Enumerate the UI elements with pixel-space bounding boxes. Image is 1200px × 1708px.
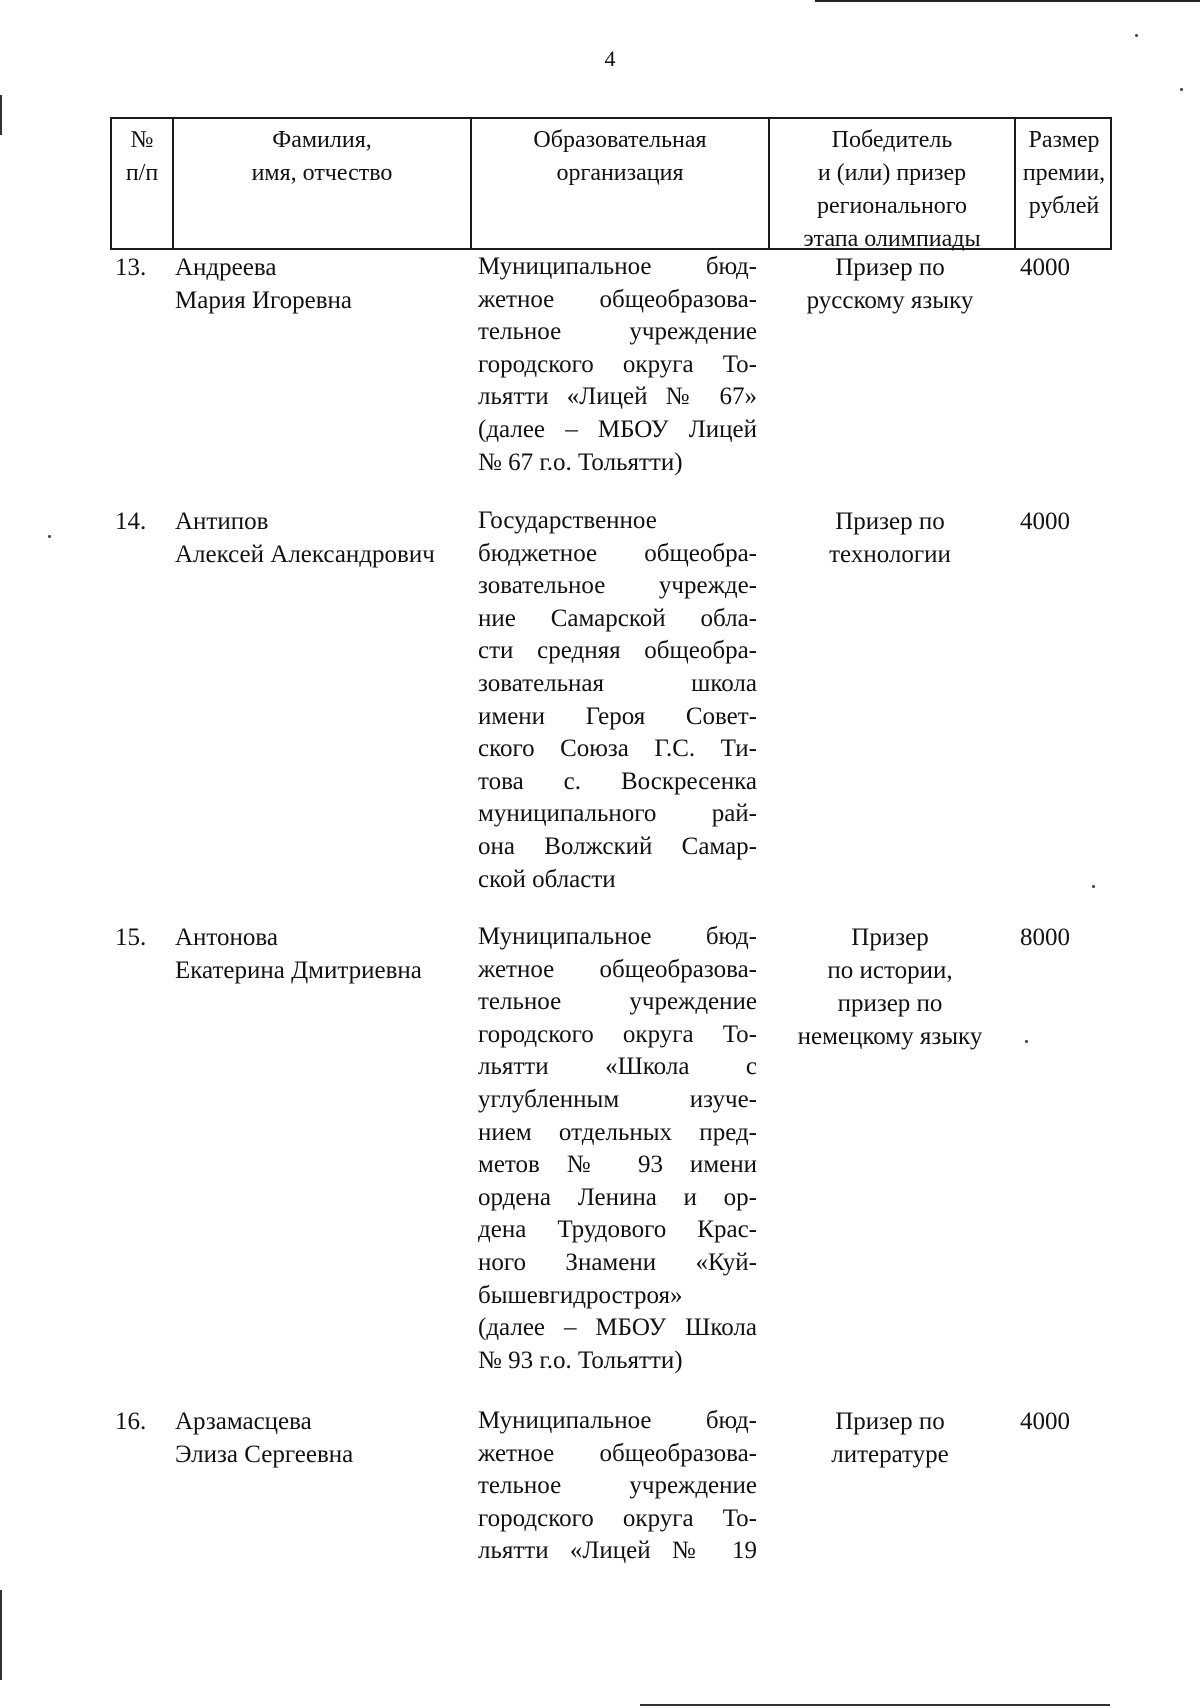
organization-line: (далее – МБОУ Лицей bbox=[478, 415, 757, 443]
award: Призер по литературе bbox=[831, 1408, 949, 1468]
organization-line: жетное общеобразова- bbox=[478, 955, 757, 983]
organization bbox=[478, 505, 757, 896]
prize-amount: 4000 bbox=[1020, 254, 1070, 281]
organization-line: тельное учреждение bbox=[478, 1472, 757, 1500]
organization-line: имени Героя Совет- bbox=[478, 702, 757, 730]
organization-line: Муниципальное бюд- bbox=[478, 253, 757, 280]
organization bbox=[478, 251, 757, 479]
scan-left-edge-mark bbox=[0, 95, 2, 135]
organization-line: Муниципальное бюд- bbox=[478, 1407, 757, 1434]
organization-line: бышевгидростроя» bbox=[478, 1281, 683, 1309]
scan-speck bbox=[48, 535, 51, 538]
scan-bottom-edge-line bbox=[640, 1704, 1110, 1706]
student-name: Антонова Екатерина Дмитриевна bbox=[175, 924, 422, 984]
organization-line: ние Самарской обла- bbox=[478, 604, 757, 632]
row-number: 14. bbox=[115, 508, 147, 535]
organization-line: городского округа То- bbox=[478, 1504, 757, 1532]
header-award: Победитель и (или) призер регионального этапа олимпиады bbox=[803, 127, 981, 252]
student-name: Антипов Алексей Александрович bbox=[175, 508, 435, 568]
organization-line: тельное учреждение bbox=[478, 318, 757, 346]
prize-amount: 4000 bbox=[1020, 508, 1070, 535]
header-name: Фамилия, имя, отчество bbox=[251, 127, 393, 186]
organization-line: льятти «Школа с bbox=[478, 1053, 757, 1081]
scan-speck bbox=[1025, 1040, 1028, 1043]
organization-line: ского Союза Г.С. Ти- bbox=[478, 735, 757, 763]
student-name: Арзамасцева Элиза Сергеевна bbox=[175, 1408, 354, 1468]
organization-line: ской области bbox=[478, 865, 616, 893]
organization-line: № 67 г.о. Тольятти) bbox=[478, 448, 683, 476]
page-number: 4 bbox=[604, 46, 616, 71]
organization-line: метов № 93 имени bbox=[478, 1151, 757, 1179]
organization-line: нием отдельных пред- bbox=[478, 1118, 757, 1146]
award: Призер по русскому языку bbox=[806, 254, 974, 314]
header-num: № п/п bbox=[125, 127, 159, 186]
scan-speck bbox=[1092, 885, 1095, 888]
organization-line: городского округа То- bbox=[478, 1020, 757, 1048]
organization-line: (далее – МБОУ Школа bbox=[478, 1314, 757, 1342]
organization bbox=[478, 1405, 757, 1568]
prize-amount: 4000 bbox=[1020, 1408, 1070, 1435]
organization-line: городского округа То- bbox=[478, 350, 757, 378]
row-number: 13. bbox=[115, 254, 147, 281]
organization-line: сти средняя общеобра- bbox=[478, 637, 757, 665]
organization-line: ордена Ленина и ор- bbox=[478, 1183, 757, 1211]
organization-line: зовательное учрежде- bbox=[478, 572, 757, 600]
organization-line: льятти «Лицей № 19 bbox=[478, 1537, 757, 1565]
organization-line: зовательная школа bbox=[478, 669, 757, 697]
student-name: Андреева Мария Игоревна bbox=[175, 254, 353, 314]
organization bbox=[478, 921, 757, 1377]
organization-line: № 93 г.о. Тольятти) bbox=[478, 1346, 683, 1374]
scan-speck bbox=[1180, 88, 1183, 91]
header-prize: Размер премии, рублей bbox=[1022, 127, 1106, 219]
organization-line: жетное общеобразова- bbox=[478, 285, 757, 313]
organization-line: бюджетное общеобра- bbox=[478, 539, 757, 567]
scan-left-edge-mark bbox=[0, 1590, 2, 1680]
scan-top-edge-line bbox=[815, 0, 1200, 2]
organization-line: жетное общеобразова- bbox=[478, 1439, 757, 1467]
organization-line: она Волжский Самар- bbox=[478, 832, 757, 860]
row-number: 15. bbox=[115, 924, 147, 951]
row-number: 16. bbox=[115, 1408, 147, 1435]
organization-line: това с. Воскресенка bbox=[478, 767, 757, 795]
organization-line: углубленным изуче- bbox=[478, 1085, 757, 1113]
organization-line: Муниципальное бюд- bbox=[478, 923, 757, 950]
table-header bbox=[110, 117, 1112, 250]
scan-speck bbox=[1135, 34, 1138, 37]
organization-line: Государственное bbox=[478, 507, 657, 534]
organization-line: дена Трудового Крас- bbox=[478, 1216, 757, 1244]
organization-line: ного Знамени «Куй- bbox=[478, 1248, 757, 1276]
organization-line: муниципального рай- bbox=[478, 800, 757, 828]
organization-line: тельное учреждение bbox=[478, 988, 757, 1016]
organization-line: льятти «Лицей № 67» bbox=[478, 383, 757, 411]
award: Призер по технологии bbox=[829, 508, 951, 568]
header-organization: Образовательная организация bbox=[533, 127, 707, 186]
prize-amount: 8000 bbox=[1020, 924, 1070, 951]
award: Призер по истории, призер по немецкому языку bbox=[797, 924, 983, 1050]
